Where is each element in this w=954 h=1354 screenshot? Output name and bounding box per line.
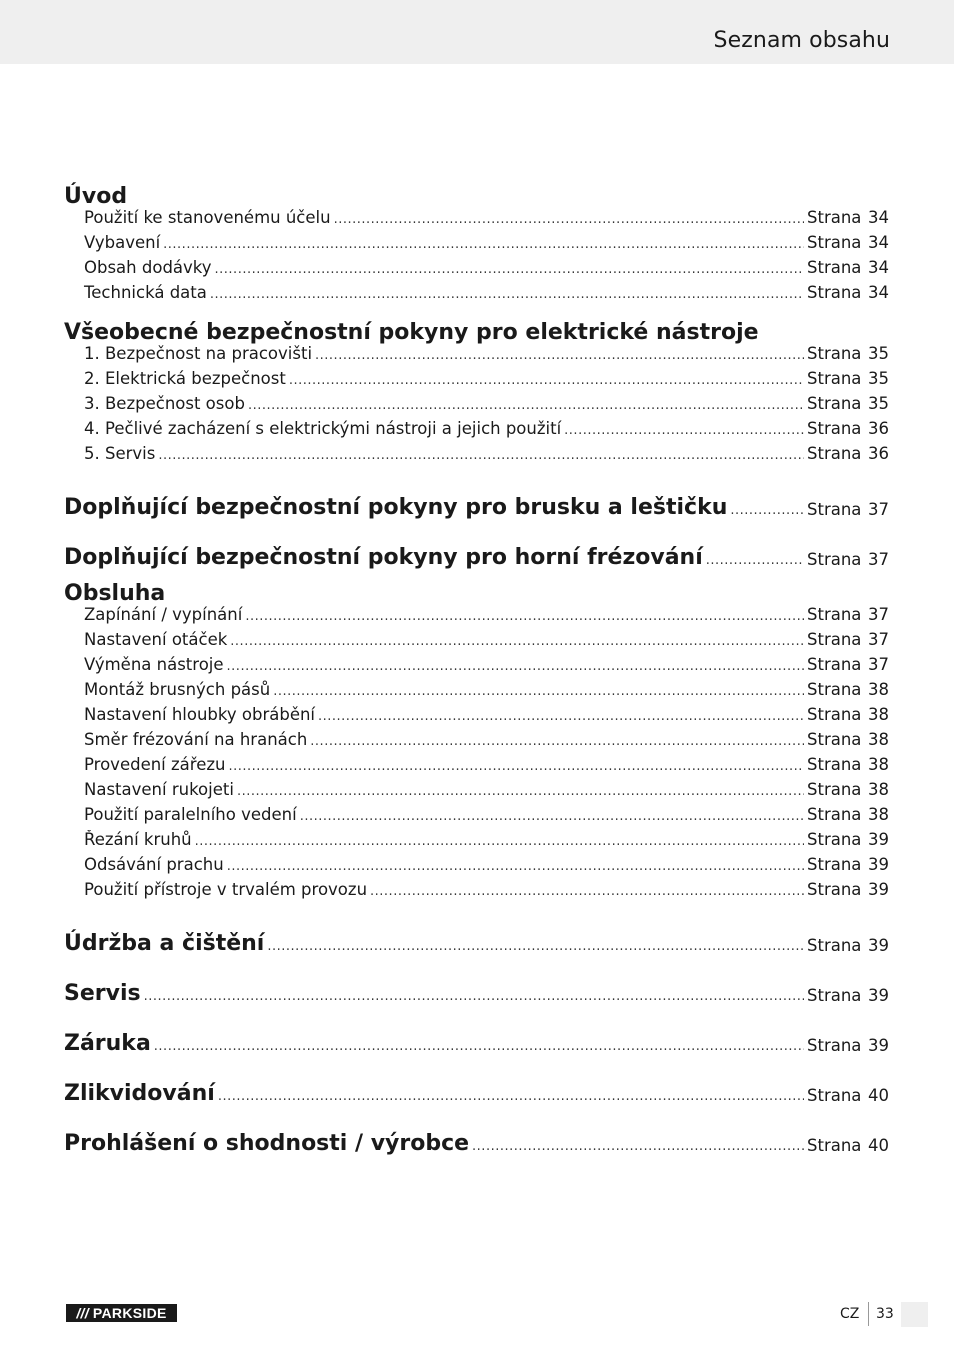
toc-page-number: 34	[868, 258, 889, 277]
page-word: Strana	[807, 1036, 862, 1055]
page-word: Strana	[807, 605, 862, 624]
page-number: 33	[876, 1306, 894, 1322]
toc-page-number: 40	[868, 1136, 889, 1155]
toc-page-number: 35	[868, 369, 889, 388]
toc-label: Nastavení otáček	[84, 630, 228, 649]
toc-item[interactable]	[64, 880, 889, 905]
page-word: Strana	[807, 500, 862, 519]
toc-label: Vybavení	[84, 233, 161, 252]
toc-page-number: 35	[868, 394, 889, 413]
toc-item[interactable]	[64, 630, 889, 655]
page-title: Seznam obsahu	[713, 28, 890, 53]
toc-label: Použití paralelního vedení	[84, 805, 297, 824]
dot-leader	[334, 212, 804, 227]
toc-label: Doplňující bezpečnostní pokyny pro brusku a leštičku	[64, 495, 728, 519]
dot-leader	[228, 759, 804, 774]
toc-section-heading[interactable]	[64, 1005, 889, 1055]
toc-item[interactable]	[64, 655, 889, 680]
page-word: Strana	[807, 344, 862, 363]
dot-leader	[273, 684, 804, 699]
page-word: Strana	[807, 880, 862, 899]
toc-item[interactable]	[64, 444, 889, 469]
page-word: Strana	[807, 1136, 862, 1155]
page-word: Strana	[807, 630, 862, 649]
dot-leader	[158, 448, 804, 463]
toc-page-number: 39	[868, 936, 889, 955]
toc-section-title[interactable]	[64, 308, 889, 344]
page-word: Strana	[807, 419, 862, 438]
toc-page-number: 36	[868, 444, 889, 463]
page-word: Strana	[807, 369, 862, 388]
dot-leader	[564, 423, 804, 438]
toc-item[interactable]	[64, 705, 889, 730]
toc-label: 2. Elektrická bezpečnost	[84, 369, 286, 388]
toc-label: Záruka	[64, 1031, 151, 1055]
page-word: Strana	[807, 780, 862, 799]
toc-item[interactable]	[64, 855, 889, 880]
page-word: Strana	[807, 233, 862, 252]
footer-tab-marker	[901, 1302, 928, 1327]
page-word: Strana	[807, 730, 862, 749]
toc-label: Použití přístroje v trvalém provozu	[84, 880, 368, 899]
toc-page-number: 34	[868, 233, 889, 252]
page-word: Strana	[807, 830, 862, 849]
toc-item[interactable]	[64, 419, 889, 444]
page-word: Strana	[807, 550, 862, 569]
toc-page-number: 35	[868, 344, 889, 363]
page-word: Strana	[807, 805, 862, 824]
page-word: Strana	[807, 855, 862, 874]
toc-section-title[interactable]	[64, 172, 889, 208]
page-word: Strana	[807, 936, 862, 955]
dot-leader	[237, 784, 804, 799]
toc-page-number: 38	[868, 780, 889, 799]
dot-leader	[300, 809, 804, 824]
toc-label: Technická data	[84, 283, 207, 302]
toc-page-number: 40	[868, 1086, 889, 1105]
dot-leader	[706, 553, 804, 569]
dot-leader	[315, 348, 804, 363]
toc-page-number: 37	[868, 605, 889, 624]
toc-item[interactable]	[64, 605, 889, 630]
table-of-contents	[64, 172, 889, 1155]
header-bar	[0, 0, 954, 64]
toc-label: Provedení zářezu	[84, 755, 226, 774]
toc-item[interactable]	[64, 830, 889, 855]
toc-section-heading[interactable]	[64, 1105, 889, 1155]
toc-item[interactable]	[64, 233, 889, 258]
dot-leader	[310, 734, 804, 749]
page-word: Strana	[807, 1086, 862, 1105]
dot-leader	[195, 834, 804, 849]
toc-section-heading[interactable]	[64, 905, 889, 955]
toc-label: Úvod	[64, 184, 128, 208]
dot-leader	[227, 859, 804, 874]
toc-item[interactable]	[64, 344, 889, 369]
dot-leader	[210, 287, 804, 302]
brand-name: PARKSIDE	[92, 1305, 167, 1321]
toc-item[interactable]	[64, 755, 889, 780]
toc-label: Montáž brusných pásů	[84, 680, 271, 699]
toc-label: Doplňující bezpečnostní pokyny pro horní frézování	[64, 545, 703, 569]
toc-label: 1. Bezpečnost na pracovišti	[84, 344, 313, 363]
toc-label: 5. Servis	[84, 444, 156, 463]
toc-item[interactable]	[64, 283, 889, 308]
toc-label: Zapínání / vypínání	[84, 605, 243, 624]
dot-leader	[370, 884, 804, 899]
toc-page-number: 37	[868, 500, 889, 519]
page-word: Strana	[807, 680, 862, 699]
toc-page-number: 37	[868, 630, 889, 649]
toc-page-number: 38	[868, 755, 889, 774]
toc-page-number: 36	[868, 419, 889, 438]
toc-section-heading[interactable]	[64, 469, 889, 519]
dot-leader	[472, 1139, 804, 1155]
brand-logo	[66, 1304, 177, 1322]
toc-page-number: 39	[868, 986, 889, 1005]
toc-label: Obsah dodávky	[84, 258, 212, 277]
toc-page-number: 39	[868, 830, 889, 849]
toc-section-heading[interactable]	[64, 519, 889, 569]
dot-leader	[318, 709, 804, 724]
page-word: Strana	[807, 655, 862, 674]
dot-leader	[230, 634, 804, 649]
toc-label: Řezání kruhů	[84, 830, 192, 849]
dot-leader	[215, 262, 804, 277]
logo-stripes-icon: ///	[76, 1305, 89, 1321]
toc-label: Nastavení rukojeti	[84, 780, 234, 799]
toc-page-number: 34	[868, 208, 889, 227]
toc-label: Obsluha	[64, 581, 166, 605]
toc-label: 3. Bezpečnost osob	[84, 394, 245, 413]
dot-leader	[245, 609, 804, 624]
toc-page-number: 39	[868, 880, 889, 899]
toc-item[interactable]	[64, 208, 889, 233]
toc-page-number: 39	[868, 1036, 889, 1055]
dot-leader	[730, 503, 804, 519]
toc-page-number: 37	[868, 550, 889, 569]
footer-divider	[868, 1302, 869, 1326]
dot-leader	[227, 659, 804, 674]
toc-label: Zlikvidování	[64, 1081, 215, 1105]
toc-label: Všeobecné bezpečnostní pokyny pro elektrické nástroje	[64, 320, 759, 344]
toc-section-heading[interactable]	[64, 1055, 889, 1105]
toc-item[interactable]	[64, 780, 889, 805]
toc-label: Nastavení hloubky obrábění	[84, 705, 316, 724]
toc-label: Výměna nástroje	[84, 655, 224, 674]
toc-item[interactable]	[64, 680, 889, 705]
page-word: Strana	[807, 208, 862, 227]
toc-page-number: 38	[868, 805, 889, 824]
dot-leader	[154, 1039, 804, 1055]
toc-section-heading[interactable]	[64, 955, 889, 1005]
dot-leader	[248, 398, 804, 413]
dot-leader	[267, 939, 804, 955]
toc-label: Směr frézování na hranách	[84, 730, 308, 749]
toc-section-title[interactable]	[64, 569, 889, 605]
dot-leader	[289, 373, 804, 388]
toc-item[interactable]	[64, 258, 889, 283]
toc-label: 4. Pečlivé zacházení s elektrickými nástroji a jejich použití	[84, 419, 562, 438]
page-word: Strana	[807, 394, 862, 413]
toc-item[interactable]	[64, 369, 889, 394]
toc-page-number: 38	[868, 730, 889, 749]
toc-page-number: 37	[868, 655, 889, 674]
toc-label: Servis	[64, 981, 141, 1005]
dot-leader	[144, 989, 804, 1005]
page-word: Strana	[807, 755, 862, 774]
dot-leader	[218, 1089, 804, 1105]
toc-item[interactable]	[64, 730, 889, 755]
toc-page-number: 38	[868, 705, 889, 724]
page-word: Strana	[807, 258, 862, 277]
page-word: Strana	[807, 986, 862, 1005]
language-code: CZ	[840, 1306, 860, 1322]
toc-label: Prohlášení o shodnosti / výrobce	[64, 1131, 470, 1155]
toc-label: Použití ke stanovenému účelu	[84, 208, 331, 227]
page-word: Strana	[807, 705, 862, 724]
toc-label: Údržba a čištění	[64, 931, 265, 955]
toc-item[interactable]	[64, 805, 889, 830]
toc-label: Odsávání prachu	[84, 855, 224, 874]
dot-leader	[163, 237, 804, 252]
toc-page-number: 38	[868, 680, 889, 699]
toc-item[interactable]	[64, 394, 889, 419]
toc-page-number: 39	[868, 855, 889, 874]
toc-page-number: 34	[868, 283, 889, 302]
page-word: Strana	[807, 283, 862, 302]
page-word: Strana	[807, 444, 862, 463]
